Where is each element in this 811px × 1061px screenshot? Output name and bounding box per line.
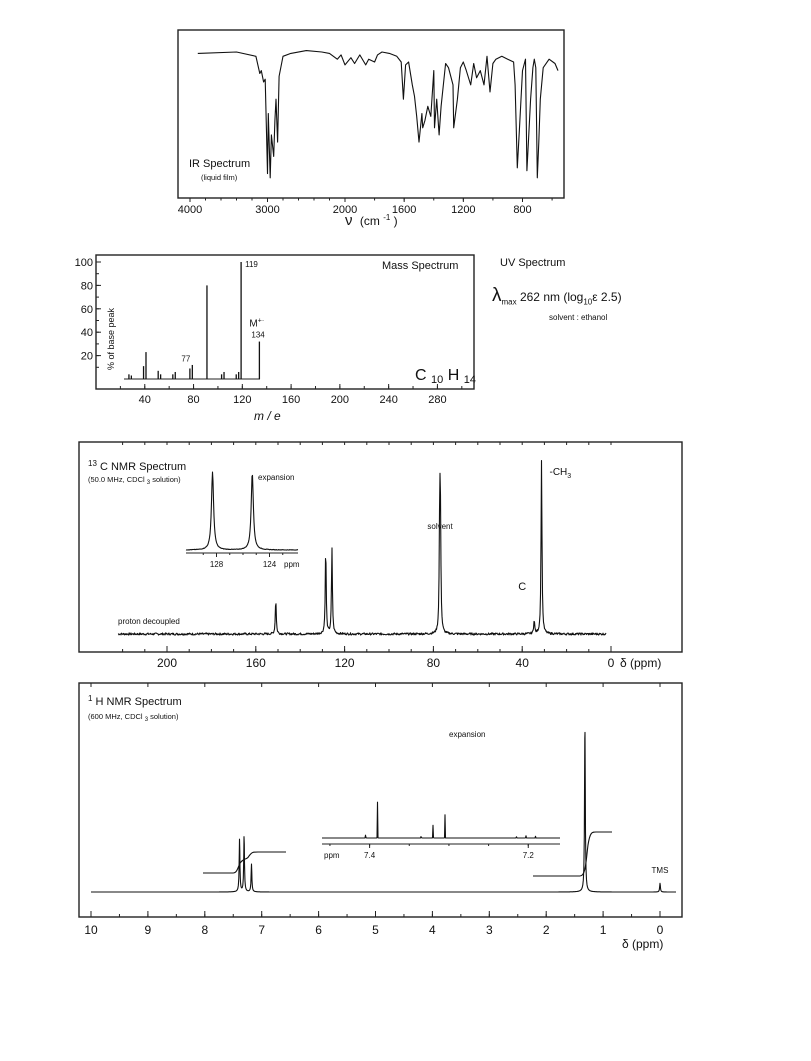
c13-inset-tick-label: 124 <box>262 560 277 569</box>
ms-x-tick-label: 160 <box>281 394 301 406</box>
h1-x-tick-label: 7 <box>258 923 266 937</box>
ms-formula-h-sub: 14 <box>463 374 476 386</box>
ir-x-tick-label: 1600 <box>391 204 417 216</box>
h1-title <box>88 692 182 708</box>
c13-inset-tick-label: 128 <box>209 560 224 569</box>
h1-subtitle-text: (600 MHz, CDCl <box>88 712 143 721</box>
c13-nmr-panel <box>79 442 682 670</box>
c13-note: proton decoupled <box>118 617 180 626</box>
c13-inset-x-axis <box>203 553 283 569</box>
c13-x-tick-label: 160 <box>245 656 266 670</box>
ir-title: IR Spectrum <box>189 158 251 170</box>
h1-integral-methyl <box>533 832 612 876</box>
c13-x-tick-label: 0 <box>607 656 615 670</box>
ms-y-axis-label: % of base peak <box>106 307 116 370</box>
ms-y-axis <box>75 257 101 367</box>
ir-x-tick-label: 3000 <box>255 204 280 216</box>
h1-title-text: H NMR Spectrum <box>95 696 182 708</box>
uv-lambda-sub: max <box>501 297 517 307</box>
ms-x-tick-label: 280 <box>428 394 447 406</box>
h1-x-tick-label: 9 <box>144 923 152 937</box>
c13-inset-trace <box>186 472 298 550</box>
c13-x-tick-label: 40 <box>515 656 529 670</box>
h1-x-axis <box>84 683 663 937</box>
ir-unit-sup: -1 <box>383 213 391 222</box>
ir-spectrum-panel <box>178 30 564 229</box>
c13-peak-labels <box>427 467 571 593</box>
ir-nu-symbol: ν <box>345 212 353 229</box>
c13-ch3-label <box>550 467 572 480</box>
ms-y-tick-label: 60 <box>80 303 93 316</box>
ir-x-tick-label: 4000 <box>177 204 203 216</box>
uv-log-sub: 10 <box>583 297 593 307</box>
ms-m-charge: +· <box>257 317 265 325</box>
ms-formula-h: H <box>447 367 460 384</box>
c13-subtitle-sub: 3 <box>146 480 151 486</box>
h1-tms-label: TMS <box>651 866 669 875</box>
ms-title: Mass Spectrum <box>382 260 459 272</box>
c13-inset-unit: ppm <box>284 560 300 569</box>
h1-trace <box>91 732 676 892</box>
uv-lambda-max <box>492 285 800 307</box>
ir-x-tick-label: 1200 <box>451 204 476 216</box>
uv-solvent: solvent : ethanol <box>549 313 608 322</box>
ms-formula <box>415 367 476 387</box>
ir-x-tick-label: 800 <box>513 204 532 216</box>
h1-peak-labels <box>652 866 669 875</box>
c13-subtitle-text: (50.0 MHz, CDCl <box>88 475 145 484</box>
ms-x-tick-label: 240 <box>379 394 398 406</box>
c13-x-axis-label: δ (ppm) <box>620 656 662 670</box>
ms-x-tick-label: 200 <box>330 394 350 406</box>
ms-annotation: 77 <box>181 354 191 364</box>
h1-x-tick-label: 4 <box>429 923 436 937</box>
ms-x-tick-label: 80 <box>187 394 200 406</box>
c13-ch3-sub: 3 <box>567 473 572 480</box>
h1-x-tick-label: 1 <box>599 923 607 937</box>
ms-m-label: M <box>249 318 258 330</box>
c13-expansion-inset <box>186 472 300 569</box>
c13-quaternary-label: C <box>518 581 527 593</box>
c13-trace <box>118 461 606 635</box>
h1-inset-tick-label: 7.4 <box>364 851 376 860</box>
ms-molecular-ion-label <box>249 318 264 330</box>
h1-expansion-inset <box>322 730 560 860</box>
ms-x-axis-label: m / e <box>254 409 281 423</box>
ms-peaks <box>129 262 259 379</box>
c13-ch3-text: -CH <box>549 467 568 478</box>
h1-inset-x-axis <box>330 844 534 860</box>
ms-annotations <box>181 260 265 363</box>
uv-lambda-symbol: λ <box>492 285 502 306</box>
h1-integral-curves <box>203 832 612 876</box>
ms-annotation: 119 <box>245 260 258 269</box>
h1-nmr-panel <box>79 683 682 951</box>
h1-subtitle-end: solution) <box>150 712 179 721</box>
h1-x-tick-label: 3 <box>485 923 493 937</box>
ir-unit: (cm <box>359 214 380 228</box>
c13-title-sup: 13 <box>88 459 97 468</box>
ms-x-axis <box>120 384 461 406</box>
c13-title <box>88 457 186 473</box>
c13-x-tick-label: 120 <box>334 656 355 670</box>
uv-title: UV Spectrum <box>500 257 566 269</box>
ms-annotation: 134 <box>251 330 265 340</box>
h1-x-tick-label: 10 <box>84 923 98 937</box>
ms-y-tick-label: 80 <box>80 280 93 293</box>
h1-x-tick-label: 2 <box>542 923 550 937</box>
h1-title-sup: 1 <box>88 694 93 703</box>
c13-x-tick-label: 200 <box>156 656 178 670</box>
h1-inset-unit: ppm <box>324 851 340 860</box>
uv-spectrum-block <box>492 257 800 322</box>
ir-subtitle: (liquid film) <box>201 173 238 182</box>
ms-formula-c-sub: 10 <box>431 374 444 386</box>
h1-inset-label: expansion <box>449 730 486 739</box>
h1-inset-trace <box>322 802 560 838</box>
h1-inset-tick-label: 7.2 <box>522 851 534 860</box>
ir-unit-close: ) <box>393 214 398 228</box>
c13-inset-label: expansion <box>258 473 295 482</box>
h1-x-tick-label: 6 <box>315 923 322 937</box>
uv-value: 262 nm (log <box>516 290 584 304</box>
ms-x-tick-label: 40 <box>138 394 151 406</box>
c13-subtitle-end: solution) <box>152 475 181 484</box>
uv-epsilon: ε 2.5) <box>592 290 622 304</box>
c13-solvent-label: solvent <box>427 522 453 531</box>
ms-formula-c: C <box>415 367 427 384</box>
ms-y-tick-label: 20 <box>80 350 93 363</box>
h1-subtitle <box>88 712 179 723</box>
ir-trace <box>198 51 558 178</box>
h1-x-tick-label: 8 <box>201 923 209 937</box>
c13-x-tick-label: 80 <box>426 656 441 670</box>
c13-title-text: C NMR Spectrum <box>99 461 187 473</box>
h1-x-axis-label: δ (ppm) <box>622 937 664 951</box>
h1-x-tick-label: 0 <box>656 923 664 937</box>
ms-y-tick-label: 40 <box>80 327 93 340</box>
h1-subtitle-sub: 3 <box>144 717 149 723</box>
ms-x-tick-label: 120 <box>233 394 252 406</box>
ir-x-tick-label: 2000 <box>332 204 358 216</box>
c13-subtitle <box>88 475 181 486</box>
mass-spectrum-panel <box>75 255 476 423</box>
h1-x-tick-label: 5 <box>372 923 379 937</box>
ms-y-tick-label: 100 <box>74 257 93 269</box>
